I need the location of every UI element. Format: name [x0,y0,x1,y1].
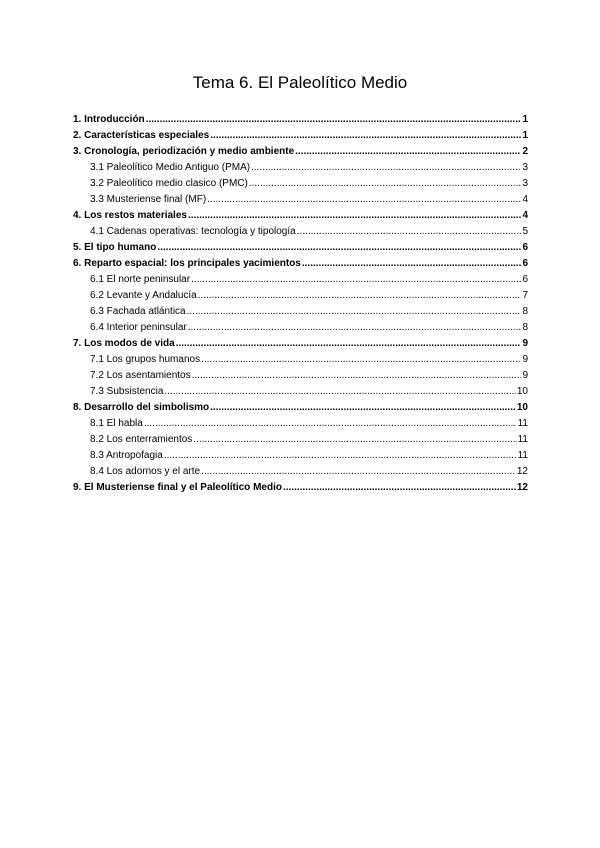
toc-dot-leader [210,401,516,414]
toc-entry-3-1[interactable] [73,158,528,174]
toc-entry-text: 4. Los restos materiales [73,210,187,221]
toc-entry-text: 6.2 Levante y Andalucía [90,290,197,301]
toc-entry-text: 7.3 Subsistencia [90,386,164,397]
toc-dot-leader [201,465,516,478]
toc-page-number: 11 [517,434,528,445]
toc-entry-text: 7.1 Los grupos humanos [90,354,201,365]
toc-entry-7-3[interactable] [73,382,528,398]
table-of-contents [73,110,528,494]
toc-entry-3-3[interactable] [73,190,528,206]
toc-page-number: 11 [517,450,528,461]
toc-entry-text: 4.1 Cadenas operativas: tecnología y tipología [90,226,296,237]
toc-page-number: 12 [516,482,528,493]
toc-dot-leader [146,113,522,126]
toc-page-number: 7 [522,290,528,301]
toc-entry-text: 6.1 El norte peninsular [90,274,191,285]
toc-entry-8-1[interactable] [73,414,528,430]
toc-page-number: 1 [522,114,528,125]
toc-entry-text: 8.3 Antropofagia [90,450,163,461]
toc-page-number: 6 [522,242,528,253]
toc-dot-leader [198,289,522,302]
toc-entry-text: 3.3 Musteriense final (MF) [90,194,207,205]
toc-page-number: 2 [522,146,528,157]
toc-page-number: 12 [516,466,528,477]
toc-dot-leader [283,481,516,494]
toc-entry-7[interactable] [73,334,528,350]
toc-entry-4-1[interactable] [73,222,528,238]
toc-entry-text: 8. Desarrollo del simbolismo [73,402,210,413]
toc-entry-text: 8.1 El habla [90,418,143,429]
toc-dot-leader [191,273,521,286]
toc-entry-text: 3.2 Paleolítico medio clasico (PMC) [90,178,248,189]
toc-entry-text: 8.2 Los enterramientos [90,434,193,445]
toc-entry-3[interactable] [73,142,528,158]
toc-entry-text: 3.1 Paleolítico Medio Antiguo (PMA) [90,162,251,173]
toc-page-number: 1 [522,130,528,141]
toc-entry-7-1[interactable] [73,350,528,366]
toc-page-number: 5 [522,226,528,237]
toc-dot-leader [193,433,516,446]
toc-page-number: 8 [522,322,528,333]
toc-page-number: 9 [522,354,528,365]
toc-entry-text: 7.2 Los asentamientos [90,370,191,381]
toc-page-number: 8 [522,306,528,317]
toc-entry-text: 5. El tipo humano [73,242,157,253]
toc-entry-6-1[interactable] [73,270,528,286]
toc-dot-leader [302,257,522,270]
toc-entry-9[interactable] [73,478,528,494]
toc-page-number: 4 [522,194,528,205]
toc-entry-1[interactable] [73,110,528,126]
toc-entry-8-2[interactable] [73,430,528,446]
toc-entry-8[interactable] [73,398,528,414]
toc-entry-text: 7. Los modos de vida [73,338,175,349]
toc-page-number: 9 [522,370,528,381]
toc-dot-leader [164,385,515,398]
toc-dot-leader [188,321,522,334]
toc-entry-8-4[interactable] [73,462,528,478]
toc-page-number: 9 [522,338,528,349]
toc-entry-3-2[interactable] [73,174,528,190]
toc-dot-leader [207,193,521,206]
toc-dot-leader [144,417,517,430]
toc-entry-text: 9. El Musteriense final y el Paleolítico Medio [73,482,282,493]
toc-page-number: 6 [522,274,528,285]
toc-entry-text: 8.4 Los adornos y el arte [90,466,201,477]
toc-page-number: 4 [522,210,528,221]
toc-dot-leader [164,449,517,462]
toc-dot-leader [297,225,522,238]
toc-page-number: 6 [522,258,528,269]
toc-entry-text: 1. Introducción [73,114,145,125]
toc-entry-text: 6.3 Fachada atlántica [90,306,186,317]
toc-dot-leader [188,209,521,222]
toc-entry-text: 6. Reparto espacial: los principales yacimientos [73,258,301,269]
toc-entry-4[interactable] [73,206,528,222]
toc-entry-7-2[interactable] [73,366,528,382]
toc-page-number: 3 [522,162,528,173]
toc-page-number: 11 [517,418,528,429]
toc-entry-5[interactable] [73,238,528,254]
document-title: Tema 6. El Paleolítico Medio [192,73,408,92]
toc-entry-6-4[interactable] [73,318,528,334]
toc-page-number: 3 [522,178,528,189]
toc-dot-leader [251,161,521,174]
toc-entry-6-3[interactable] [73,302,528,318]
toc-entry-6[interactable] [73,254,528,270]
toc-entry-text: 3. Cronología, periodización y medio ambiente [73,146,295,157]
toc-entry-8-3[interactable] [73,446,528,462]
toc-dot-leader [201,353,521,366]
toc-dot-leader [249,177,522,190]
toc-dot-leader [157,241,521,254]
toc-dot-leader [295,145,521,158]
toc-dot-leader [210,129,521,142]
toc-entry-2[interactable] [73,126,528,142]
toc-dot-leader [176,337,522,350]
toc-page-number: 10 [516,386,528,397]
toc-dot-leader [192,369,522,382]
toc-entry-6-2[interactable] [73,286,528,302]
toc-entry-text: 2. Características especiales [73,130,210,141]
toc-page-number: 10 [516,402,528,413]
toc-entry-text: 6.4 Interior peninsular [90,322,187,333]
toc-dot-leader [187,305,522,318]
